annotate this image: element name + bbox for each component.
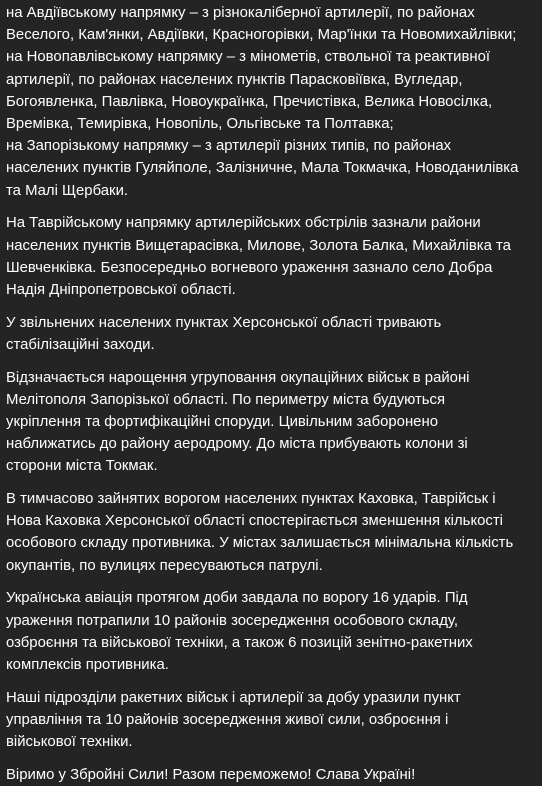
text-line: озброєння та військової техніки, а також 6 позицій зенітно-ракетних [6, 634, 473, 651]
paragraph-shelling-directions [6, 2, 536, 202]
text-line: окупантів, по вулицях пересуваються патрулі. [6, 557, 323, 574]
text-line: на Авдіївському напрямку – з різнокаліберної артилерії, по районах [6, 5, 475, 21]
text-line: сторони міста Токмак. [6, 458, 158, 475]
text-line: стабілізаційні заходи. [6, 336, 155, 353]
text-line: Наші підрозділи ракетних військ і артилерії за добу уразили пункт [6, 689, 461, 706]
paragraph-aviation [6, 587, 536, 676]
text-line: укріплення та фортифікаційні споруди. Цивільним заборонено [6, 413, 438, 430]
paragraph-melitopol [6, 367, 536, 478]
text-line: населених пунктів Гуляйполе, Залізничне, Мала Токмачка, Новоданилівка [6, 160, 519, 177]
paragraph-kherson-stabilization [6, 312, 536, 356]
text-line: особового складу противника. У містах залишається мінімальна кількість [6, 535, 514, 552]
paragraph-occupied-settlements [6, 488, 536, 577]
text-line: Нова Каховка Херсонської області спостерігається зменшення кількості [6, 513, 503, 530]
text-line: на Новопавлівському напрямку – з мінометів, ствольної та реактивної [6, 49, 491, 66]
paragraph-tavriya-direction [6, 212, 536, 301]
text-line: У звільнених населених пунктах Херсонської області тривають [6, 314, 442, 331]
text-line: Шевченківка. Безпосередньо вогневого ураження зазнало село Добра [6, 259, 493, 276]
paragraph-closing [6, 764, 536, 786]
text-line: Відзначається нарощення угруповання окупаційних військ в районі [6, 369, 470, 386]
text-line: Мелітополя Запорізької області. По периметру міста будуються [6, 391, 446, 408]
text-line: на Запорізькому напрямку – з артилерії різних типів, по районах [6, 138, 452, 155]
text-line: артилерії, по районах населених пунктів Парасковіївка, Вугледар, [6, 71, 463, 88]
text-line: На Таврійському напрямку артилерійських обстрілів зазнали райони [6, 215, 481, 232]
paragraph-rocket-artillery [6, 687, 536, 754]
text-line: Богоявленка, Павлівка, Новоукраїнка, Пречистівка, Велика Новосілка, [6, 93, 493, 110]
text-line: наближатись до району аеродрому. До міста прибувають колони зі [6, 436, 468, 453]
text-line: В тимчасово зайнятих ворогом населених пунктах Каховка, Таврійськ і [6, 491, 496, 508]
text-line: та Малі Щербаки. [6, 182, 129, 199]
text-line: комплексів противника. [6, 656, 169, 673]
text-line: населених пунктів Вищетарасівка, Милове, Золота Балка, Михайлівка та [6, 237, 511, 254]
text-line: військової техніки. [6, 734, 133, 751]
text-line: управління та 10 районів зосередження живої сили, озброєння і [6, 711, 449, 728]
text-line: Веселого, Кам'янки, Авдіївки, Красногорівки, Мар'їнки та Новомихайлівки; [6, 27, 517, 44]
text-line: Українська авіація протягом доби завдала по ворогу 16 ударів. Під [6, 590, 468, 607]
text-line: Віримо у Збройні Сили! Разом переможемо! Слава Україні! [6, 766, 416, 783]
text-line: Времівка, Темирівка, Новопіль, Ольгівське та Полтавка; [6, 116, 394, 133]
text-line: ураження потрапили 10 районів зосередження особового складу, [6, 612, 458, 629]
text-line: Надія Дніпропетровської області. [6, 281, 236, 298]
